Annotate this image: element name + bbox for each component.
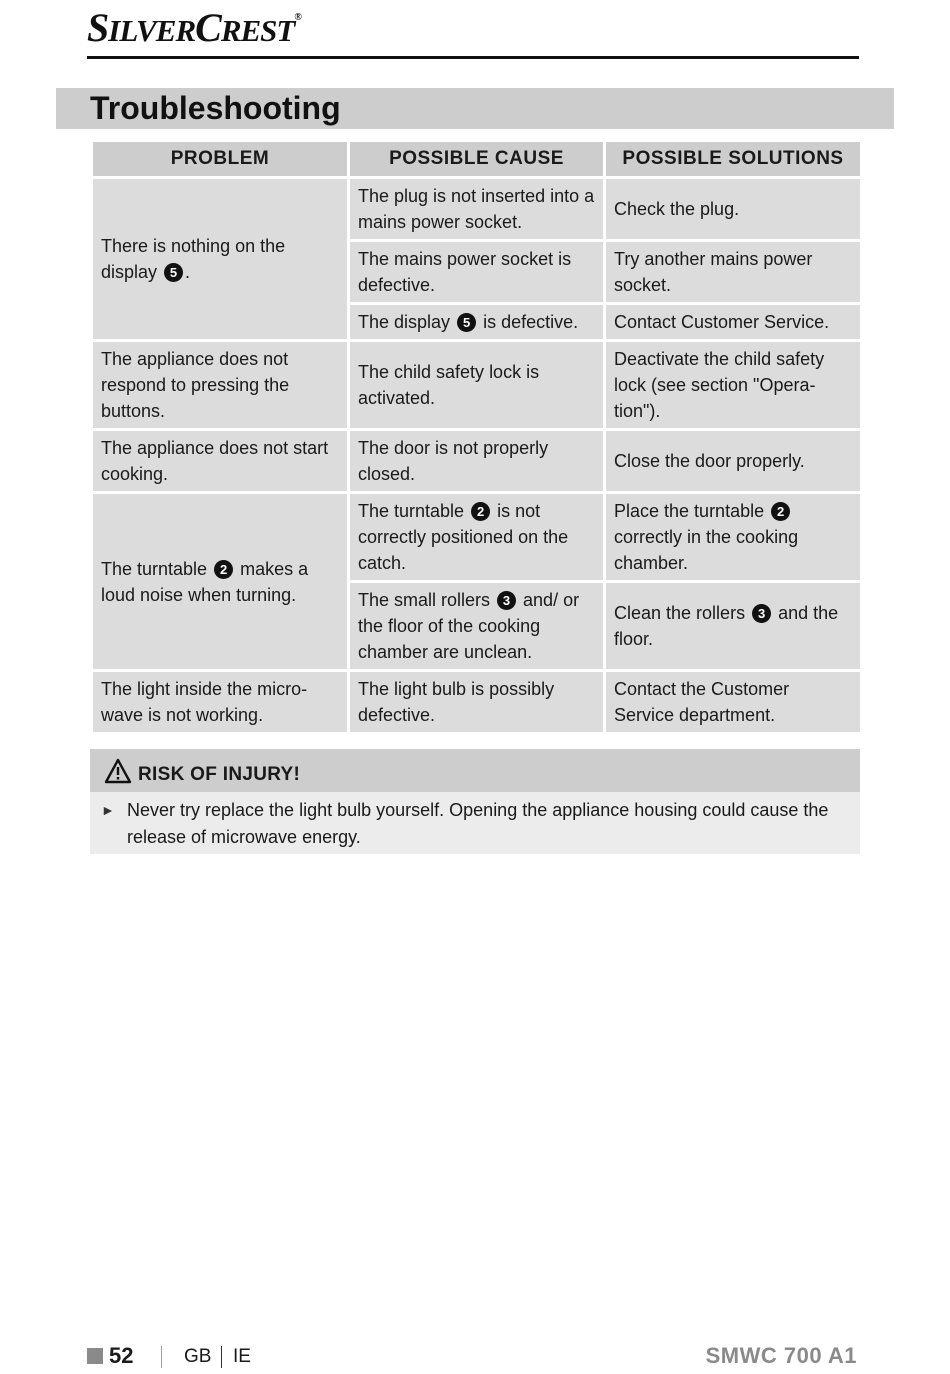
brand-logo-letter: C <box>195 5 221 50</box>
problem-cell: The appliance does not start cooking. <box>93 431 347 491</box>
column-header-solutions: POSSIBLE SOLUTIONS <box>606 142 860 176</box>
table-row <box>93 431 860 491</box>
solution-text: and the floor. <box>614 603 839 649</box>
page-number: 52 <box>109 1343 134 1368</box>
troubleshooting-table <box>90 139 863 735</box>
problem-text: makes a loud noise when turning. <box>101 558 309 605</box>
problem-text: The turntable <box>101 558 213 579</box>
solution-cell: Close the door properly. <box>606 431 860 491</box>
cause-cell: The light bulb is possibly defective. <box>350 672 603 732</box>
table-row <box>93 494 860 580</box>
warning-triangle-icon <box>104 758 132 784</box>
solution-cell: Try another mains power socket. <box>606 242 860 302</box>
table-row <box>93 342 860 428</box>
solution-text: Clean the rollers <box>614 603 751 623</box>
brand-logo-letter: S <box>87 5 109 50</box>
brand-logo-letters: ILVER <box>108 13 196 48</box>
solution-cell: Deactivate the child safety lock (see section "Opera-tion"). <box>606 342 860 428</box>
header-rule <box>87 56 859 59</box>
part-number-badge: 2 <box>471 502 490 521</box>
warning-text: Never try replace the light bulb yourself. Opening the appliance housing could cause the release of microwave energy. <box>127 800 829 847</box>
cause-cell: The plug is not inserted into a mains power socket. <box>350 179 603 239</box>
cause-text: and/ or the floor of the cooking chamber are unclean. <box>358 590 580 662</box>
solution-cell <box>606 583 860 669</box>
table-header-row <box>93 142 860 176</box>
arrow-bullet-icon: ► <box>101 802 115 818</box>
cause-cell <box>350 494 603 580</box>
part-number-badge: 3 <box>752 604 771 623</box>
table-row <box>93 672 860 732</box>
part-number-badge: 5 <box>457 313 476 332</box>
language-code: GB <box>184 1346 212 1367</box>
page-title: Troubleshooting <box>90 90 341 126</box>
problem-text: There is nothing on the display <box>101 236 286 282</box>
cause-cell: The child safety lock is activated. <box>350 342 603 428</box>
problem-cell <box>93 494 347 669</box>
brand-logo-letters: REST <box>220 13 295 48</box>
solution-text: correctly in the cooking chamber. <box>614 527 799 573</box>
part-number-badge: 2 <box>771 502 790 521</box>
cause-cell: The mains power socket is defective. <box>350 242 603 302</box>
warning-title: RISK OF INJURY! <box>138 764 301 785</box>
solution-cell: Contact Customer Service. <box>606 305 860 339</box>
part-number-badge: 2 <box>214 560 233 579</box>
brand-logo <box>87 4 301 51</box>
part-number-badge: 3 <box>497 591 516 610</box>
language-code: IE <box>233 1346 251 1367</box>
solution-cell: Check the plug. <box>606 179 860 239</box>
registered-mark: ® <box>294 12 301 23</box>
footer-divider <box>161 1346 162 1368</box>
footer-square-icon <box>87 1348 103 1364</box>
part-number-badge: 5 <box>164 263 183 282</box>
column-header-problem: PROBLEM <box>93 142 347 176</box>
warning-box <box>90 749 860 854</box>
cause-text: The turntable <box>358 501 470 521</box>
title-bar <box>56 88 894 129</box>
warning-header <box>90 749 860 792</box>
cause-text: The display <box>358 312 456 332</box>
problem-cell <box>93 179 347 339</box>
solution-cell <box>606 494 860 580</box>
cause-text: is not correctly positioned on the catch. <box>358 501 569 573</box>
solution-cell: Contact the Customer Service department. <box>606 672 860 732</box>
cause-cell: The door is not properly closed. <box>350 431 603 491</box>
column-header-cause: POSSIBLE CAUSE <box>350 142 603 176</box>
cause-cell <box>350 583 603 669</box>
cause-text: is defective. <box>478 312 579 332</box>
cause-text: The small rollers <box>358 590 496 610</box>
footer-divider <box>221 1346 222 1368</box>
problem-cell: The light inside the micro-wave is not working. <box>93 672 347 732</box>
problem-text: . <box>185 262 191 282</box>
solution-text: Place the turntable <box>614 501 770 521</box>
model-number: SMWC 700 A1 <box>705 1343 857 1368</box>
problem-cell: The appliance does not respond to pressing the buttons. <box>93 342 347 428</box>
cause-cell <box>350 305 603 339</box>
table-row <box>93 179 860 239</box>
